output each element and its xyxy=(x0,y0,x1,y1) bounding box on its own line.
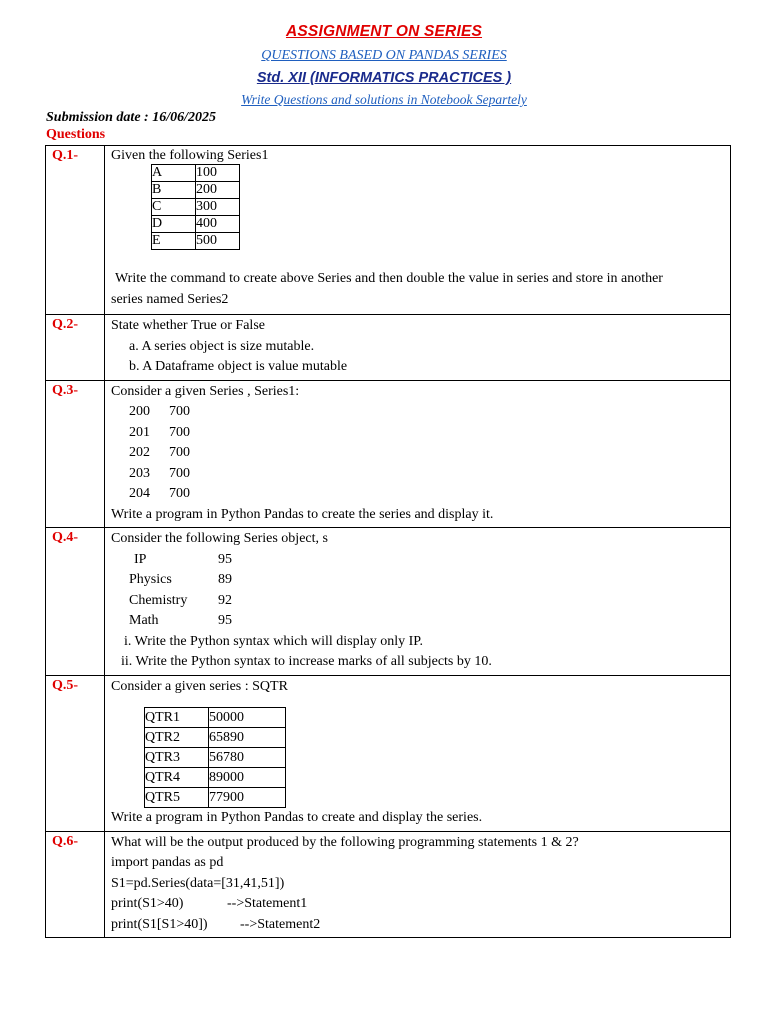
table-row xyxy=(145,768,286,788)
question-content xyxy=(105,528,731,676)
series-index: IP xyxy=(134,551,147,567)
question-intro: State whether True or False xyxy=(111,318,265,333)
code-line: S1=pd.Series(data=[31,41,51]) xyxy=(111,875,285,891)
series-row xyxy=(111,550,730,571)
table-row xyxy=(152,233,240,250)
table-cell: QTR2 xyxy=(145,728,209,748)
questions-heading: Questions xyxy=(46,127,106,142)
code-line xyxy=(111,915,730,936)
series-row xyxy=(111,611,730,632)
series-value: 700 xyxy=(169,445,190,460)
assignment-title: ASSIGNMENT ON SERIES xyxy=(285,23,483,40)
instruction-line: Write Questions and solutions in Notebook Separtely xyxy=(241,92,527,107)
series-row xyxy=(111,402,730,423)
table-cell: A xyxy=(152,165,196,182)
question-row-5 xyxy=(46,675,731,831)
question-number: Q.2- xyxy=(46,315,105,381)
question-content xyxy=(105,146,731,315)
series1-table xyxy=(151,164,240,250)
code-statement: print(S1>40) xyxy=(111,896,184,911)
table-cell: 65890 xyxy=(209,728,286,748)
question-text: Write a program in Python Pandas to create and display the series. xyxy=(111,810,483,825)
series-index: 200 xyxy=(129,404,150,419)
table-cell: 400 xyxy=(196,216,240,233)
table-cell: 100 xyxy=(196,165,240,182)
table-cell: D xyxy=(152,216,196,233)
question-number: Q.6- xyxy=(46,831,105,938)
table-row xyxy=(145,728,286,748)
list-item: b. A Dataframe object is value mutable xyxy=(129,359,348,374)
code-line xyxy=(111,894,730,915)
series-row xyxy=(111,484,730,505)
question-intro: Consider a given Series , Series1: xyxy=(111,383,300,399)
question-intro: Consider a given series : SQTR xyxy=(111,678,288,694)
table-row xyxy=(145,748,286,768)
table-cell: QTR1 xyxy=(145,708,209,728)
table-row xyxy=(152,165,240,182)
question-row-6 xyxy=(46,831,731,938)
question-number: Q.5- xyxy=(46,675,105,831)
table-row xyxy=(145,788,286,808)
table-cell: 200 xyxy=(196,182,240,199)
class-line: Std. XII (INFORMATICS PRACTICES ) xyxy=(256,70,512,86)
series-value: 700 xyxy=(169,404,190,419)
series-row xyxy=(111,443,730,464)
question-number: Q.4- xyxy=(46,528,105,676)
table-row xyxy=(152,216,240,233)
table-row xyxy=(152,199,240,216)
question-content xyxy=(105,675,731,831)
table-row xyxy=(145,708,286,728)
question-number: Q.1- xyxy=(46,146,105,315)
statement-label: -->Statement1 xyxy=(227,896,308,911)
table-cell: 56780 xyxy=(209,748,286,768)
question-content xyxy=(105,380,731,528)
question-number: Q.3- xyxy=(46,380,105,528)
series-index: 203 xyxy=(129,465,150,481)
questions-table xyxy=(45,145,731,938)
table-cell: QTR5 xyxy=(145,788,209,808)
question-intro: What will be the output produced by the following programming statements 1 & 2? xyxy=(111,834,579,850)
table-cell: 77900 xyxy=(209,788,286,808)
question-text: Write the command to create above Series and then double the value in series and store in another xyxy=(115,271,663,286)
series-value: 89 xyxy=(218,572,232,587)
table-cell: 50000 xyxy=(209,708,286,728)
series-value: 700 xyxy=(169,486,190,501)
code-statement: print(S1[S1>40]) xyxy=(111,916,208,932)
submission-date: Submission date : 16/06/2025 xyxy=(46,110,216,125)
table-cell: 300 xyxy=(196,199,240,216)
table-cell: 500 xyxy=(196,233,240,250)
series-index: Chemistry xyxy=(129,592,188,608)
question-row-1 xyxy=(46,146,731,315)
series-value: 700 xyxy=(169,424,190,440)
table-row xyxy=(152,182,240,199)
list-item: ii. Write the Python syntax to increase marks of all subjects by 10. xyxy=(121,654,492,669)
question-text: Write a program in Python Pandas to create the series and display it. xyxy=(111,506,494,522)
table-cell: QTR3 xyxy=(145,748,209,768)
question-row-2 xyxy=(46,315,731,381)
series-index: 202 xyxy=(129,445,150,460)
table-cell: 89000 xyxy=(209,768,286,788)
code-line: import pandas as pd xyxy=(111,855,224,870)
assignment-subtitle: QUESTIONS BASED ON PANDAS SERIES xyxy=(261,48,507,63)
question-intro: Given the following Series1 xyxy=(111,148,269,163)
series-row xyxy=(111,591,730,612)
series-row xyxy=(111,423,730,444)
question-row-3 xyxy=(46,380,731,528)
table-cell: B xyxy=(152,182,196,199)
series-value: 700 xyxy=(169,465,190,481)
list-item: i. Write the Python syntax which will display only IP. xyxy=(124,633,423,649)
series-value: 95 xyxy=(218,551,232,567)
list-item: a. A series object is size mutable. xyxy=(129,338,315,354)
series-value: 95 xyxy=(218,613,232,628)
question-text: series named Series2 xyxy=(111,291,229,307)
statement-label: -->Statement2 xyxy=(240,916,321,932)
table-cell: QTR4 xyxy=(145,768,209,788)
series-index: Math xyxy=(129,613,159,628)
series-row xyxy=(111,464,730,485)
series-index: 204 xyxy=(129,486,150,501)
table-cell: E xyxy=(152,233,196,250)
series-row xyxy=(111,570,730,591)
series-index: Physics xyxy=(129,572,172,587)
series-index: 201 xyxy=(129,424,150,440)
series-value: 92 xyxy=(218,592,232,608)
question-content xyxy=(105,831,731,938)
question-row-4 xyxy=(46,528,731,676)
question-intro: Consider the following Series object, s xyxy=(111,531,328,546)
sqtr-table xyxy=(144,707,286,808)
table-cell: C xyxy=(152,199,196,216)
question-content xyxy=(105,315,731,381)
